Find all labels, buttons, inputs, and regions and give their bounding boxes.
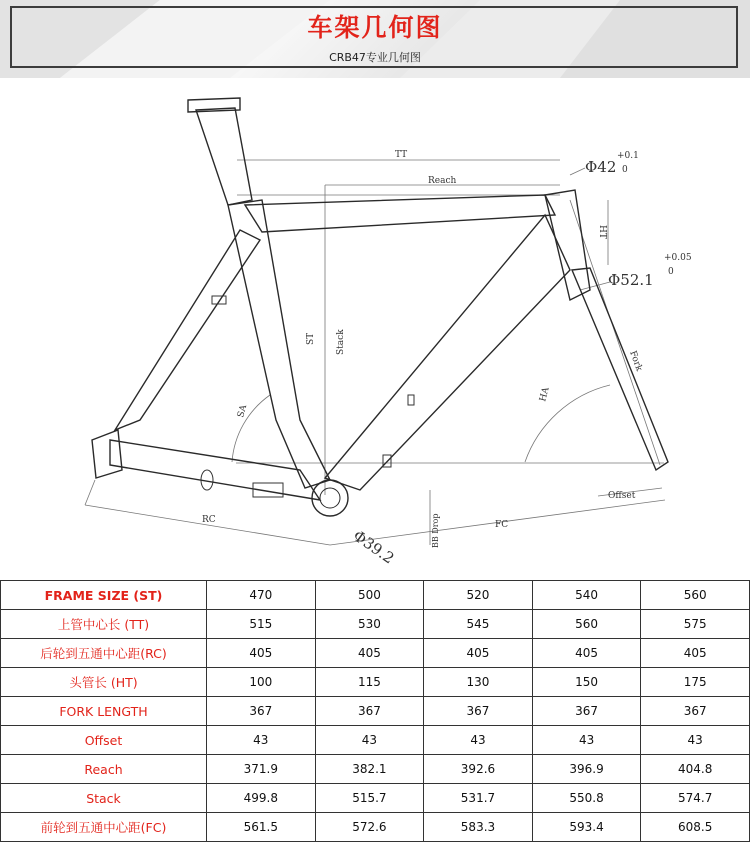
fork (572, 268, 668, 470)
table-row (1, 610, 750, 639)
row-label: FORK LENGTH (1, 697, 207, 726)
table-cell: 515.7 (315, 784, 424, 813)
table-row (1, 697, 750, 726)
table-cell: 43 (315, 726, 424, 755)
table-row (1, 784, 750, 813)
table-cell: 43 (424, 726, 533, 755)
rc-dimension-line (85, 505, 330, 545)
label-head-top-tol-upper: +0.1 (617, 151, 639, 161)
table-row (1, 581, 750, 610)
table-cell: 575 (641, 610, 750, 639)
row-label: Offset (1, 726, 207, 755)
label-st: ST (306, 332, 316, 345)
table-cell: 43 (532, 726, 641, 755)
row-label: 前轮到五通中心距(FC) (1, 813, 207, 842)
bottom-bracket-shell (312, 480, 348, 516)
row-label: Reach (1, 755, 207, 784)
table-cell: 405 (424, 639, 533, 668)
label-head-bottom-diameter: Φ52.1 (608, 271, 654, 289)
label-stack: Stack (336, 329, 346, 355)
rear-dropout (92, 430, 122, 478)
label-head-bottom-tol-upper: +0.05 (664, 253, 692, 263)
row-label: 后轮到五通中心距(RC) (1, 639, 207, 668)
table-cell: 150 (532, 668, 641, 697)
page-title: 车架几何图 (307, 13, 443, 42)
table-cell: 540 (532, 581, 641, 610)
label-fc: FC (495, 520, 509, 530)
page-subtitle: CRB47专业几何图 (329, 51, 421, 64)
label-head-top-tol-lower: 0 (622, 165, 628, 175)
seatpost (196, 108, 252, 205)
label-rc: RC (202, 515, 216, 525)
table-cell: 367 (641, 697, 750, 726)
table-cell: 574.7 (641, 784, 750, 813)
label-fork: Fork (627, 349, 644, 373)
table-cell: 531.7 (424, 784, 533, 813)
ha-arc (525, 385, 610, 462)
row-label: FRAME SIZE (ST) (1, 581, 207, 610)
table-cell: 572.6 (315, 813, 424, 842)
down-tube (325, 215, 570, 490)
label-ha: HA (538, 386, 552, 403)
table-cell: 392.6 (424, 755, 533, 784)
row-label: 上管中心长 (TT) (1, 610, 207, 639)
table-cell: 593.4 (532, 813, 641, 842)
table-cell: 560 (641, 581, 750, 610)
row-label: Stack (1, 784, 207, 813)
table-cell: 175 (641, 668, 750, 697)
table-cell: 405 (207, 639, 316, 668)
table-cell: 405 (641, 639, 750, 668)
label-sa: SA (236, 403, 250, 419)
table-cell: 43 (207, 726, 316, 755)
table-cell: 367 (207, 697, 316, 726)
frame-geometry-diagram (0, 80, 750, 580)
table-cell: 520 (424, 581, 533, 610)
table-cell: 550.8 (532, 784, 641, 813)
table-cell: 115 (315, 668, 424, 697)
dimension-lines (85, 160, 665, 545)
label-ht: HT (597, 225, 607, 239)
label-head-bottom-tol-lower: 0 (668, 267, 674, 277)
table-cell: 515 (207, 610, 316, 639)
table-cell: 367 (315, 697, 424, 726)
head-tube (545, 190, 590, 300)
table-cell: 130 (424, 668, 533, 697)
label-head-top-diameter: Φ42 (585, 158, 617, 176)
table-row (1, 755, 750, 784)
table-cell: 43 (641, 726, 750, 755)
table-cell: 530 (315, 610, 424, 639)
table-cell: 561.5 (207, 813, 316, 842)
table-cell: 382.1 (315, 755, 424, 784)
table-cell: 396.9 (532, 755, 641, 784)
table-cell: 608.5 (641, 813, 750, 842)
label-bb-diameter: Φ39.2 (349, 526, 398, 568)
table-cell: 545 (424, 610, 533, 639)
table-cell: 367 (532, 697, 641, 726)
table-cell: 371.9 (207, 755, 316, 784)
label-reach: Reach (428, 176, 457, 186)
row-label: 头管长 (HT) (1, 668, 207, 697)
table-row (1, 668, 750, 697)
table-cell: 404.8 (641, 755, 750, 784)
seat-stay (115, 230, 260, 430)
table-row (1, 639, 750, 668)
fork-axis-line (570, 200, 660, 465)
table-cell: 560 (532, 610, 641, 639)
sa-arc (232, 395, 270, 462)
label-offset: Offset (608, 491, 636, 501)
table-row (1, 813, 750, 842)
table-cell: 405 (532, 639, 641, 668)
table-cell: 499.8 (207, 784, 316, 813)
geometry-table (0, 580, 750, 842)
table-cell: 470 (207, 581, 316, 610)
table-cell: 367 (424, 697, 533, 726)
frame-outline (92, 98, 668, 500)
table-cell: 100 (207, 668, 316, 697)
table-cell: 405 (315, 639, 424, 668)
label-tt: TT (395, 150, 408, 160)
table-row (1, 726, 750, 755)
top-tube (245, 195, 555, 232)
label-bb-drop: BB Drop (431, 513, 440, 548)
table-cell: 583.3 (424, 813, 533, 842)
table-cell: 500 (315, 581, 424, 610)
